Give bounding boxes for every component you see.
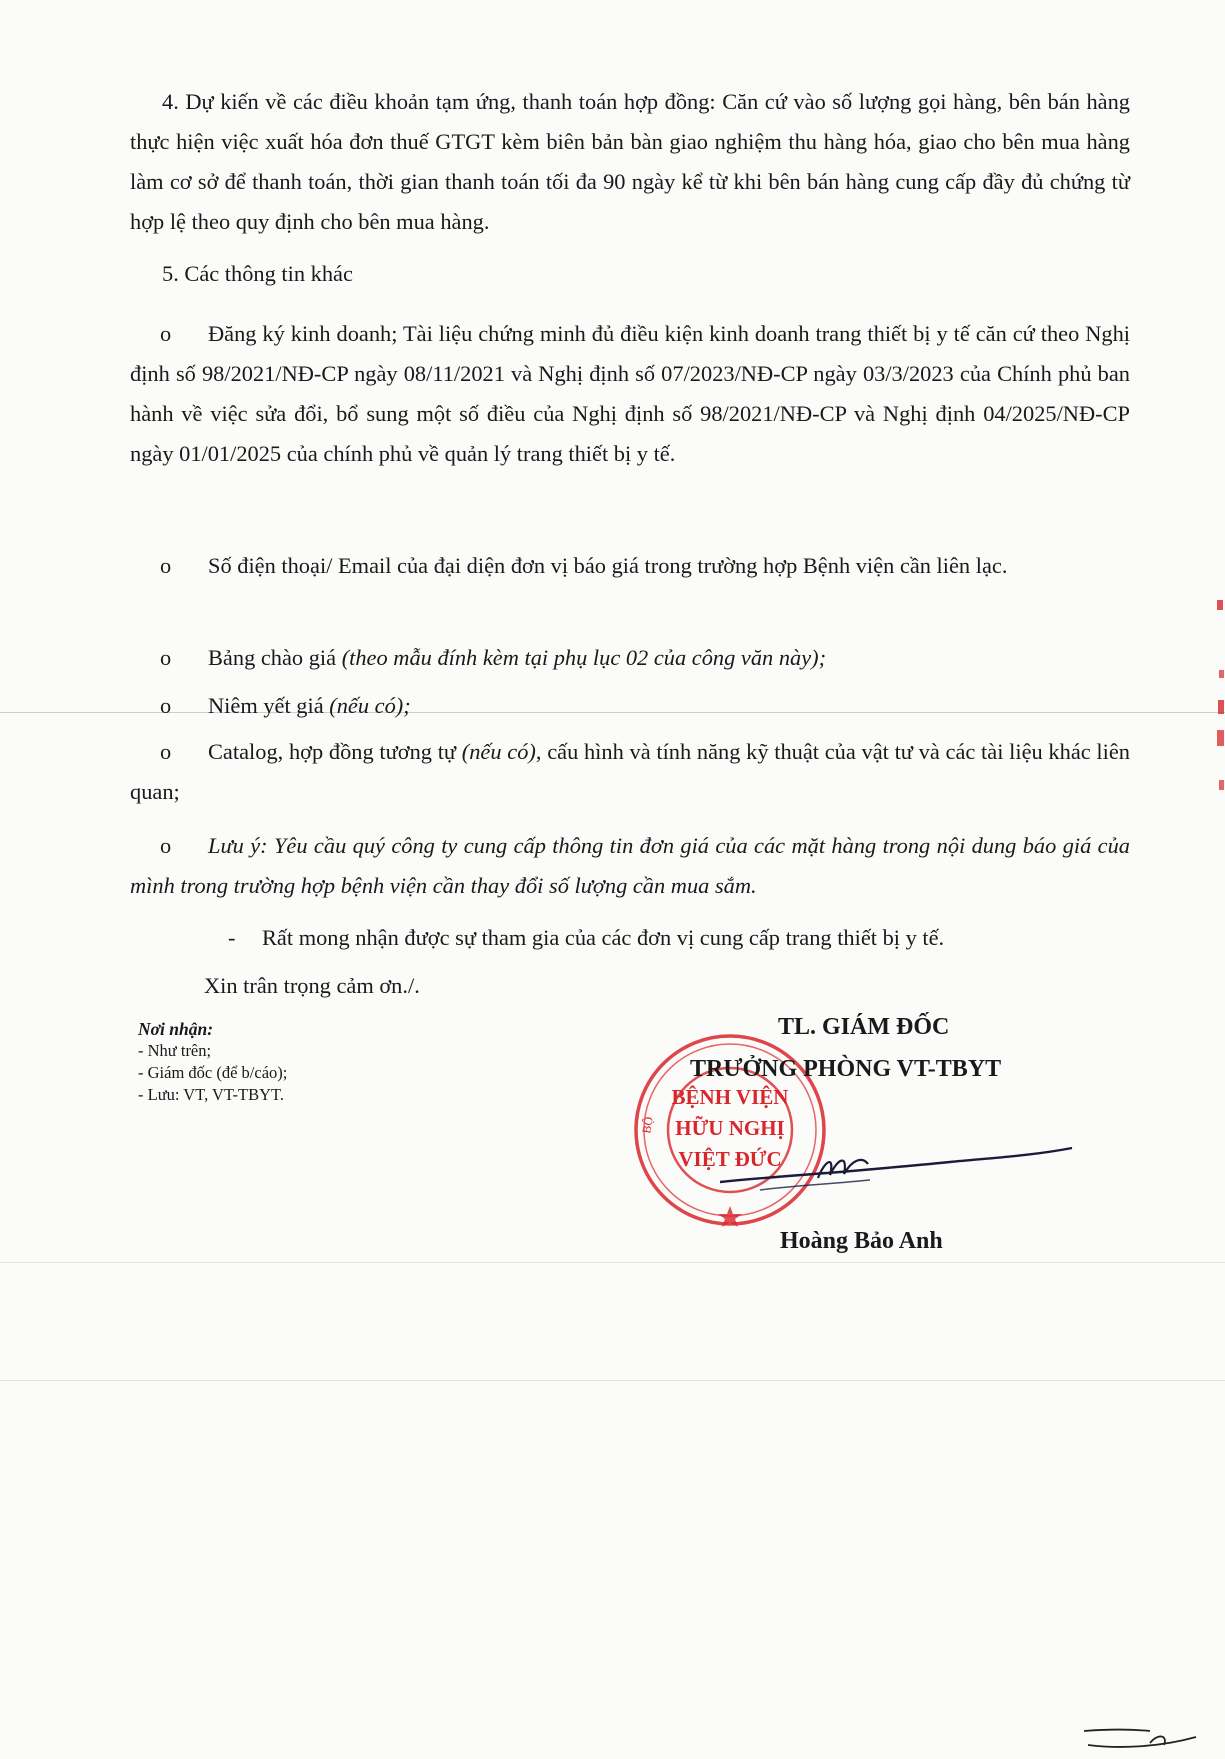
list-item-note: (nếu có); (329, 693, 411, 718)
list-item (130, 638, 1130, 678)
list-item-text-cont: , cấu hình và tính năng kỹ thuật của vật tư và các tài liệu khác liên quan; (130, 739, 1130, 804)
bullet-mark: o (160, 693, 172, 718)
list-item (130, 826, 1130, 906)
dash-item-text: Rất mong nhận được sự tham gia của các đơn vị cung cấp trang thiết bị y tế. (262, 925, 945, 950)
bullet-mark: o (160, 833, 172, 858)
list-item-text: Bảng chào giá (208, 645, 342, 670)
edge-stamp-fragment (1211, 580, 1225, 840)
list-item (130, 686, 1130, 726)
scan-line (0, 1380, 1225, 1381)
closing-text: Xin trân trọng cảm ơn./. (204, 973, 420, 998)
list-item-text: Đăng ký kinh doanh; Tài liệu chứng minh đủ điều kiện kinh doanh trang thiết bị y tế căn cứ theo Nghị định số 98/2021/NĐ-CP ngày 08/11/2021 và Nghị định số 07/2023/NĐ-CP ngày 03/3/2023 của Chính phủ ban hành về việc sửa đổi, bổ sung một số điều của Nghị định số 98/2021/NĐ-CP và Nghị định 04/2025/NĐ-CP ngày 01/01/2025 của chính phủ về quản lý trang thiết bị y tế. (130, 321, 1130, 466)
scan-line (0, 1262, 1225, 1263)
dash-mark: - (228, 925, 236, 950)
section-5-heading: 5. Các thông tin khác (162, 261, 353, 286)
list-item-text: Catalog, hợp đồng tương tự (208, 739, 462, 764)
recipients-block (138, 1018, 287, 1106)
recipient-line: - Giám đốc (để b/cáo); (138, 1063, 288, 1082)
recipient-line: - Lưu: VT, VT-TBYT. (138, 1085, 284, 1104)
stamp-text: VIỆT ĐỨC (678, 1147, 782, 1171)
list-item (130, 546, 1130, 586)
signer-name: Hoàng Bảo Anh (780, 1228, 943, 1254)
section-4-paragraph: 4. Dự kiến về các điều khoản tạm ứng, thanh toán hợp đồng: Căn cứ vào số lượng gọi hàng, bên bán hàng thực hiện việc xuất hóa đơn thuế GTGT kèm biên bản bàn giao nghiệm thu hàng hóa, giao cho bên mua hàng làm cơ sở để thanh toán, thời gian thanh toán tối đa 90 ngày kể từ khi bên bán hàng cung cấp đầy đủ chứng từ hợp lệ theo quy định cho bên mua hàng. (130, 89, 1130, 234)
list-item-text: Số điện thoại/ Email của đại diện đơn vị báo giá trong trường hợp Bệnh viện cần liên lạc. (208, 553, 1008, 578)
handwritten-signature (700, 1120, 1080, 1210)
bullet-mark: o (160, 553, 172, 578)
signer-position: TRƯỞNG PHÒNG VT-TBYT (690, 1056, 1002, 1082)
list-item-text: Niêm yết giá (208, 693, 330, 718)
recipient-line: - Như trên; (138, 1041, 212, 1060)
list-item-note: (nếu có) (461, 739, 536, 764)
stamp-edge-text: BỘ (639, 1115, 656, 1135)
list-item (130, 732, 1130, 812)
recipients-title: Nơi nhận: (138, 1019, 214, 1039)
signer-title: TL. GIÁM ĐỐC (778, 1014, 950, 1040)
stamp-text: HỮU NGHỊ (675, 1116, 785, 1140)
list-item (130, 314, 1130, 474)
list-item-note: (theo mẫu đính kèm tại phụ lục 02 của công văn này); (341, 645, 827, 670)
bullet-mark: o (160, 739, 172, 764)
bullet-mark: o (160, 321, 172, 346)
list-item-text: Lưu ý: Yêu cầu quý công ty cung cấp thông tin đơn giá của các mặt hàng trong nội dung báo giá của mình trong trường hợp bệnh viện cần thay đổi số lượng cần mua sắm. (130, 833, 1130, 898)
initials-mark (1080, 1725, 1200, 1755)
dash-item (228, 918, 1128, 958)
bullet-mark: o (160, 645, 172, 670)
stamp-text: BỆNH VIỆN (671, 1085, 789, 1109)
